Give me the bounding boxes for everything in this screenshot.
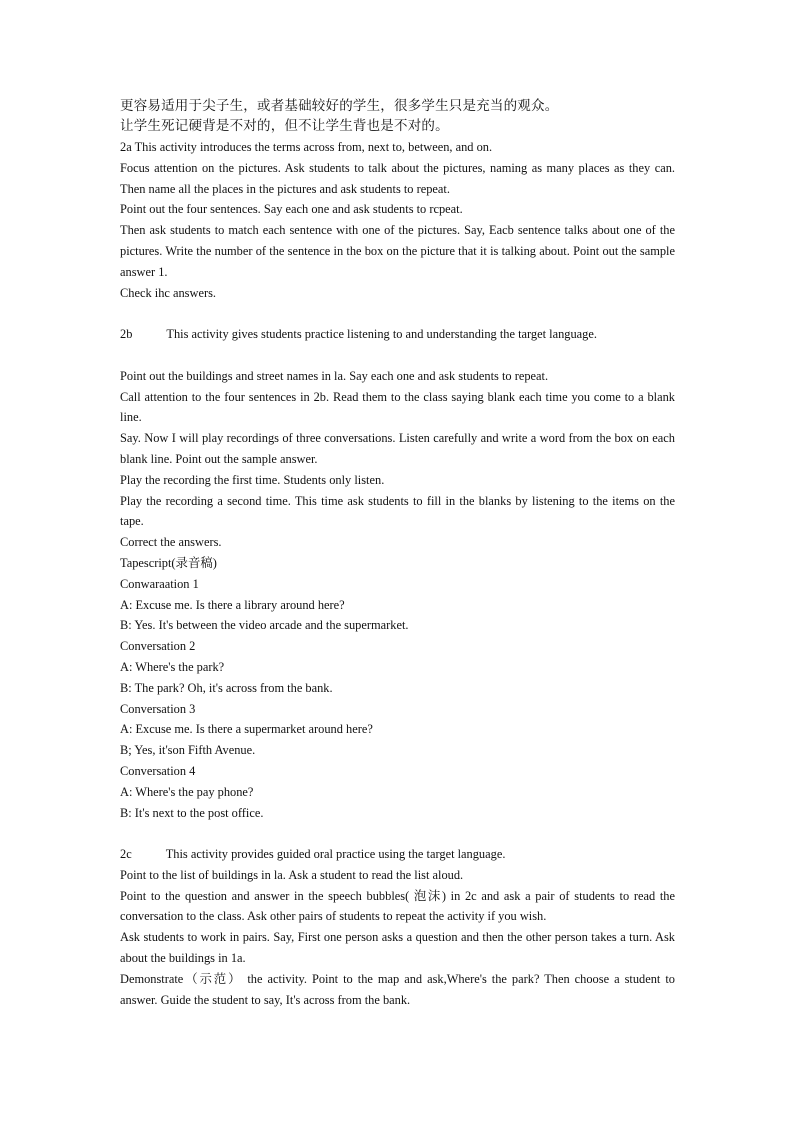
section-2c-paragraph: Ask students to work in pairs. Say, First one person asks a question and then the other person takes a turn. Ask about the buildings in 1a. <box>120 930 675 966</box>
section-2a-paragraph: Focus attention on the pictures. Ask students to talk about the pictures, naming as many places as they can. Then name all the places in the pictures and ask students to repeat. <box>120 160 675 196</box>
conversation-line-b: B: Yes. It's between the video arcade and the supermarket. <box>120 618 409 633</box>
spacer <box>120 345 675 366</box>
conversation-title: Conversation 3 <box>120 701 196 716</box>
section-2c-paragraph: Point to the question and answer in the speech bubbles( 泡沫) in 2c and ask a pair of students to read the conversation to the class. Ask other pairs of students to repeat the activity if you wish. <box>120 888 675 924</box>
conversation-line-b: B; Yes, it'son Fifth Avenue. <box>120 743 256 758</box>
section-2b-heading: This activity gives students practice listening to and understanding the target language. <box>166 327 597 342</box>
intro-line-1: 更容易适用于尖子生，或者基础较好的学生，很多学生只是充当的观众。 <box>120 98 559 114</box>
section-2a-heading: 2a This activity introduces the terms across from, next to, between, and on. <box>120 140 493 154</box>
section-2a-paragraph: Point out the four sentences. Say each one and ask students to rcpeat. <box>120 202 463 217</box>
document-page <box>120 95 675 1010</box>
intro-line-2: 让学生死记硬背是不对的，但不让学生背也是不对的。 <box>120 118 449 134</box>
section-2c-heading-row <box>120 844 675 865</box>
spacer <box>120 303 675 324</box>
section-2c-label: 2c <box>120 847 132 862</box>
section-2b-paragraph: Correct the answers. <box>120 535 222 550</box>
conversation-line-b: B: The park? Oh, it's across from the bank. <box>120 680 333 695</box>
tapescript-title: Tapescript(录音稿) <box>120 555 217 570</box>
section-2c-heading: This activity provides guided oral practice using the target language. <box>165 847 506 862</box>
conversation-line-a: A: Where's the pay phone? <box>120 784 254 799</box>
conversation-title: Conversation 2 <box>120 639 196 654</box>
section-2c-paragraph: Point to the list of buildings in la. Ask a student to read the list aloud. <box>120 867 464 882</box>
conversation-title: Conversation 4 <box>120 763 196 778</box>
spacer <box>120 823 675 844</box>
conversation-line-b: B: It's next to the post office. <box>120 805 264 820</box>
section-2b-label: 2b <box>120 327 133 342</box>
conversation-line-a: A: Excuse me. Is there a library around here? <box>120 597 345 612</box>
conversation-line-a: A: Where's the park? <box>120 659 225 674</box>
section-2a-paragraph: Then ask students to match each sentence with one of the pictures. Say, Eacb sentence talks about one of the pictures. Write the number of the sentence in the box on the picture that it is talking about. Point out the sample answer 1. <box>120 223 675 279</box>
section-2a-paragraph: Check ihc answers. <box>120 285 216 300</box>
section-2b-paragraph: Play the recording the first time. Students only listen. <box>120 472 385 487</box>
section-2c-paragraph: Demonstrate（示范） the activity. Point to the map and ask,Where's the park? Then choose a student to answer. Guide the student to say, It's across from the bank. <box>120 971 675 1007</box>
conversation-title: Conwaraation 1 <box>120 576 199 591</box>
section-2b-heading-row <box>120 324 675 345</box>
conversation-line-a: A: Excuse me. Is there a supermarket around here? <box>120 722 373 737</box>
section-2b-paragraph: Point out the buildings and street names in la. Say each one and ask students to repeat. <box>120 368 549 383</box>
section-2b-paragraph: Call attention to the four sentences in 2b. Read them to the class saying blank each time you come to a blank line. <box>120 389 675 425</box>
section-2b-paragraph: Say. Now I will play recordings of three conversations. Listen carefully and write a word from the box on each blank line. Point out the sample answer. <box>120 431 675 466</box>
section-2b-paragraph: Play the recording a second time. This time ask students to fill in the blanks by listening to the items on the tape. <box>120 493 675 529</box>
